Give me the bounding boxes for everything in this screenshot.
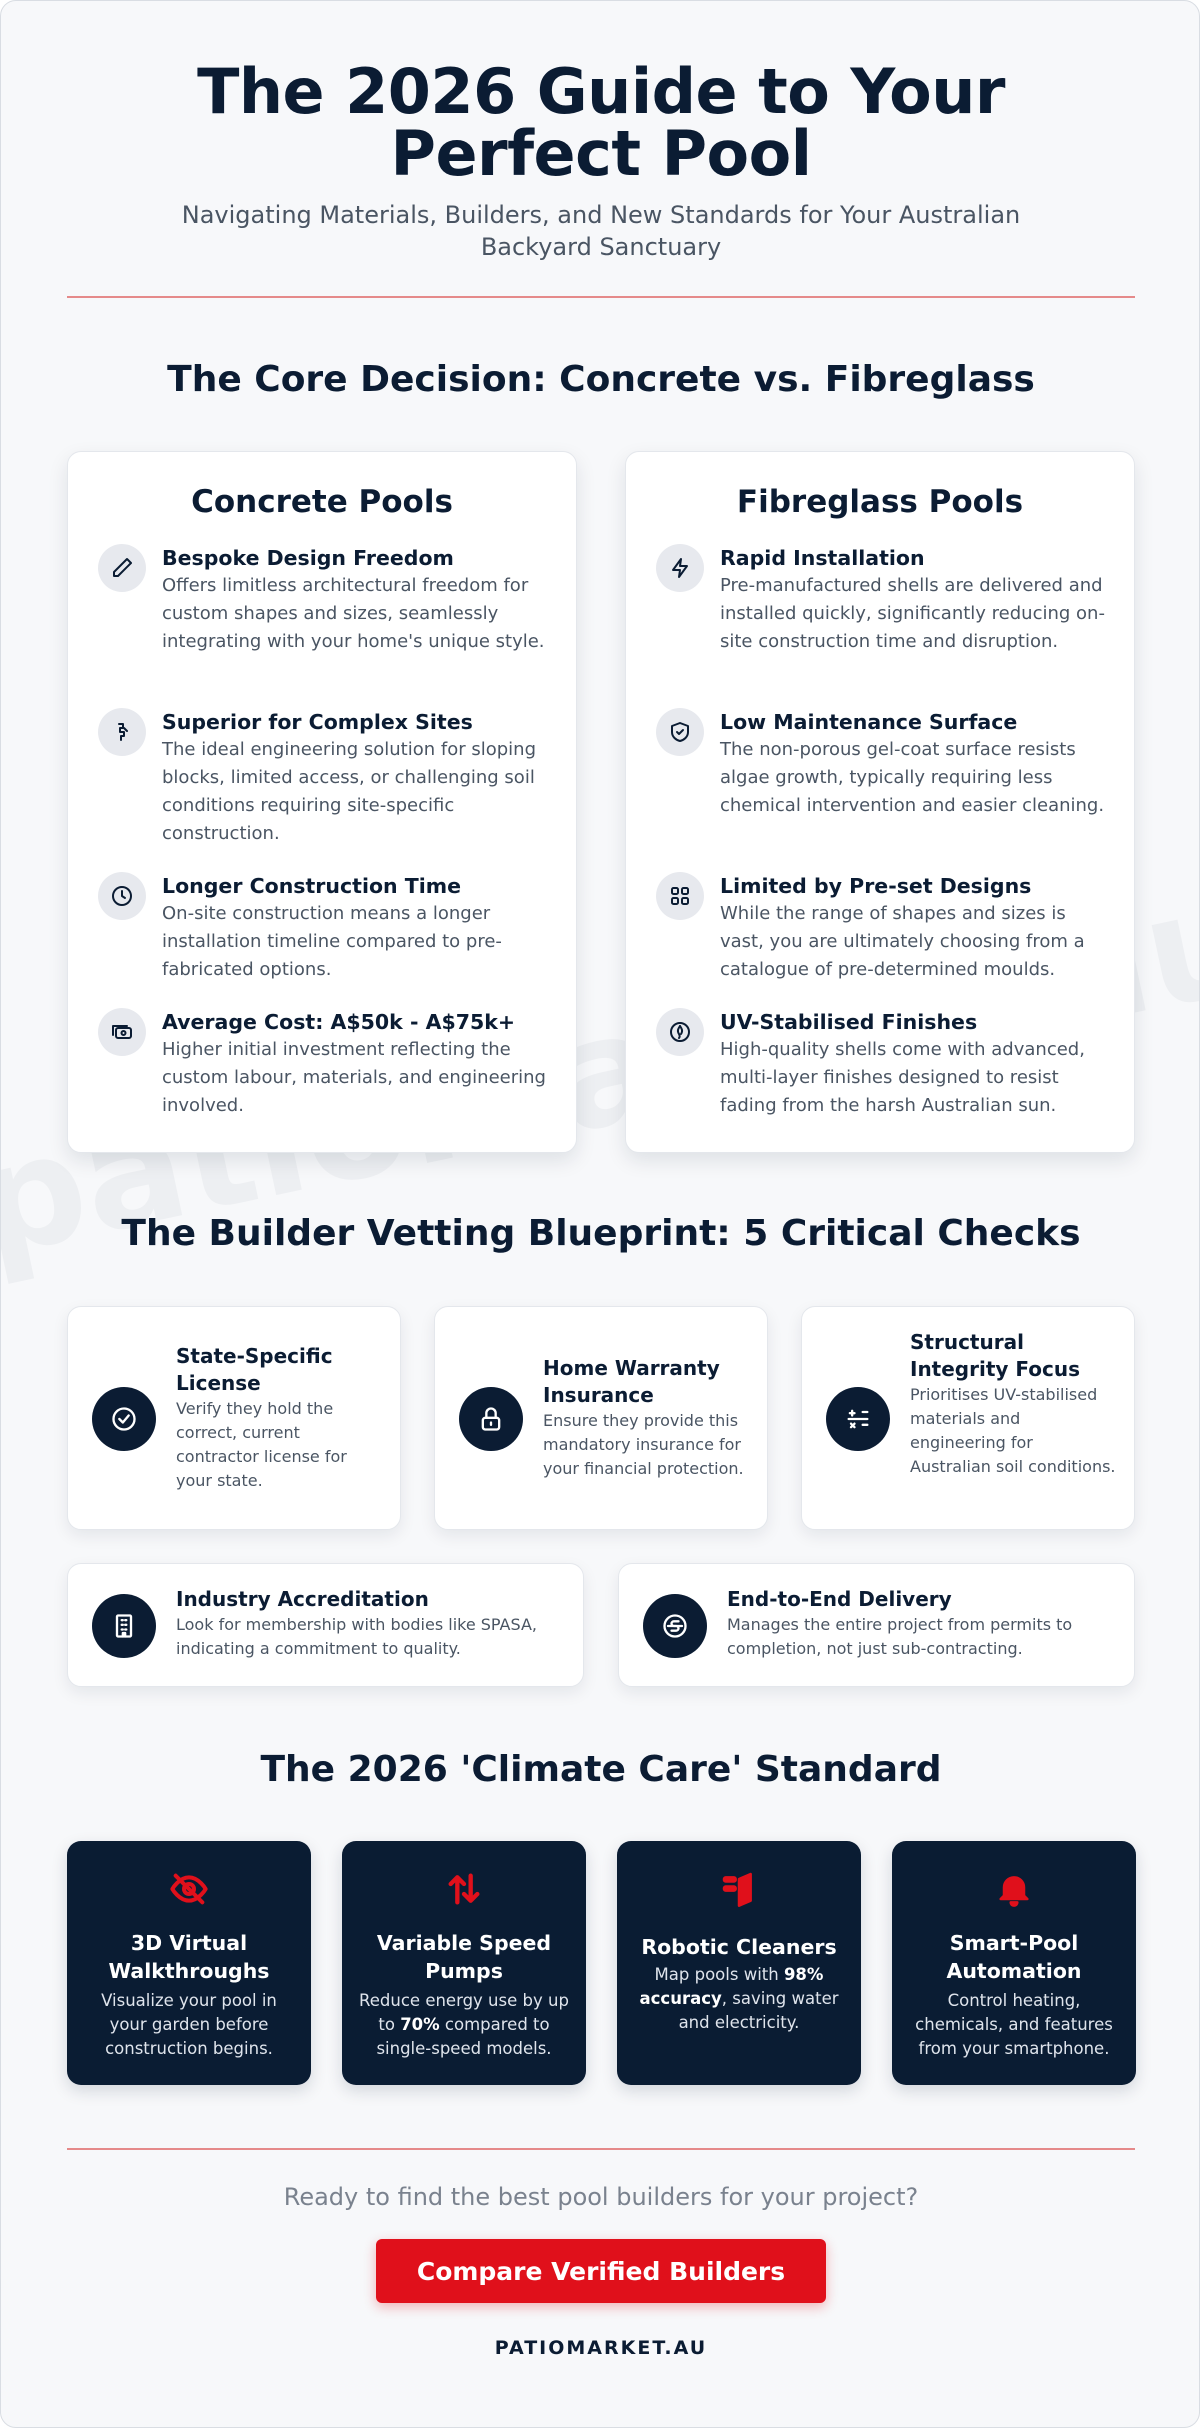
feature-desc: High-quality shells come with advanced, multi-layer finishes designed to resist fading from the harsh Australian sun. [720, 1039, 1085, 1116]
core-decision-title: The Core Decision: Concrete vs. Fibreglass [167, 359, 1035, 400]
terrain-icon [98, 708, 146, 756]
feature-desc: Offers limitless architectural freedom for custom shapes and sizes, seamlessly integrating with your home's unique style. [162, 575, 545, 652]
climate-card [342, 1841, 586, 2085]
fibreglass-card [625, 451, 1135, 1153]
climate-card-desc: Control heating, chemicals, and features from your smartphone. [915, 1991, 1113, 2058]
building-icon [92, 1594, 156, 1658]
pencil-icon [98, 544, 146, 592]
feature-desc: While the range of shapes and sizes is vast, you are ultimately choosing from a catalogue of pre-determined moulds. [720, 903, 1085, 980]
climate-card-title: Robotic Cleaners [641, 1935, 837, 1959]
fibreglass-feature [656, 1008, 1106, 1120]
feature-title: Low Maintenance Surface [720, 710, 1018, 734]
shield-check-icon [656, 708, 704, 756]
feature-title: Superior for Complex Sites [162, 710, 473, 734]
sliders-icon [826, 1387, 890, 1451]
fibreglass-feature [656, 544, 1106, 656]
feature-desc: Higher initial investment reflecting the custom labour, materials, and engineering involved. [162, 1039, 546, 1116]
clock-icon [98, 872, 146, 920]
divider [67, 296, 1135, 298]
check-title: State-Specific License [176, 1344, 333, 1395]
climate-card [892, 1841, 1136, 2085]
concrete-card [67, 451, 577, 1153]
fibreglass-heading: Fibreglass Pools [736, 484, 1024, 520]
climate-card-title: Smart-Pool Automation [946, 1931, 1082, 1983]
climate-card-desc: Map pools with 98% accuracy, saving water and electricity. [639, 1965, 839, 2032]
arrows-updown-icon [342, 1869, 586, 1909]
feature-title: Average Cost: A$50k - A$75k+ [162, 1010, 516, 1034]
concrete-heading: Concrete Pools [191, 484, 453, 520]
climate-card-title: 3D Virtual Walkthroughs [108, 1931, 270, 1983]
check-title: Industry Accreditation [176, 1587, 429, 1611]
climate-card-title: Variable Speed Pumps [376, 1931, 552, 1983]
feature-title: Bespoke Design Freedom [162, 546, 454, 570]
check-title: Home Warranty Insurance [543, 1356, 720, 1407]
eye-off-icon [67, 1869, 311, 1909]
feature-desc: The non-porous gel-coat surface resists algae growth, typically requiring less chemical intervention and easier cleaning. [720, 739, 1105, 816]
feature-title: UV-Stabilised Finishes [720, 1010, 978, 1034]
fibreglass-feature [656, 708, 1106, 820]
lock-icon [459, 1387, 523, 1451]
check-title: End-to-End Delivery [727, 1587, 952, 1611]
feature-title: Rapid Installation [720, 546, 925, 570]
check-desc: Ensure they provide this mandatory insurance for your financial protection. [543, 1411, 744, 1478]
climate-card-desc: Reduce energy use by up to 70% compared to single-speed models. [359, 1991, 569, 2058]
check-card [801, 1306, 1135, 1530]
check-desc: Look for membership with bodies like SPASA, indicating a commitment to quality. [176, 1615, 537, 1658]
page-title: The 2026 Guide to Your Perfect Pool [197, 55, 1005, 190]
fibreglass-feature [656, 872, 1106, 984]
robot-flag-icon [617, 1869, 861, 1909]
feature-desc: On-site construction means a longer installation timeline compared to pre-fabricated options. [162, 903, 502, 980]
climate-card [617, 1841, 861, 2085]
concrete-feature [98, 872, 548, 984]
check-desc: Prioritises UV-stabilised materials and engineering for Australian soil conditions. [910, 1385, 1116, 1476]
feature-title: Limited by Pre-set Designs [720, 874, 1032, 898]
climate-card-desc: Visualize your pool in your garden before construction begins. [101, 1991, 277, 2058]
check-card [618, 1563, 1135, 1687]
check-desc: Verify they hold the correct, current contractor license for your state. [176, 1399, 347, 1490]
builder-title: The Builder Vetting Blueprint: 5 Critical Checks [121, 1213, 1081, 1254]
cta-prompt: Ready to find the best pool builders for your project? [283, 2183, 919, 2211]
compare-builders-button[interactable]: Compare Verified Builders [376, 2239, 826, 2303]
concrete-feature [98, 708, 548, 848]
check-card [434, 1306, 768, 1530]
check-card [67, 1563, 584, 1687]
route-icon [643, 1594, 707, 1658]
money-icon [98, 1008, 146, 1056]
feature-desc: Pre-manufactured shells are delivered and installed quickly, significantly reducing on-site construction time and disruption. [720, 575, 1105, 652]
climate-title: The 2026 'Climate Care' Standard [260, 1749, 942, 1790]
bell-icon [892, 1869, 1136, 1909]
hero [67, 55, 1135, 263]
check-title: Structural Integrity Focus [910, 1330, 1080, 1381]
footer-brand: PATIOMARKET.AU [494, 2337, 708, 2359]
badge-check-icon [92, 1387, 156, 1451]
feature-desc: The ideal engineering solution for sloping blocks, limited access, or challenging soil conditions requiring site-specific construction. [162, 739, 537, 844]
lightning-icon [656, 544, 704, 592]
sun-icon [656, 1008, 704, 1056]
climate-card [67, 1841, 311, 2085]
divider [67, 2148, 1135, 2150]
feature-title: Longer Construction Time [162, 874, 462, 898]
concrete-feature [98, 544, 548, 656]
check-card [67, 1306, 401, 1530]
grid-icon [656, 872, 704, 920]
check-desc: Manages the entire project from permits to completion, not just sub-contracting. [727, 1615, 1073, 1658]
concrete-feature [98, 1008, 548, 1120]
page-subtitle: Navigating Materials, Builders, and New Standards for Your Australian Backyard Sanctuary [181, 201, 1021, 261]
